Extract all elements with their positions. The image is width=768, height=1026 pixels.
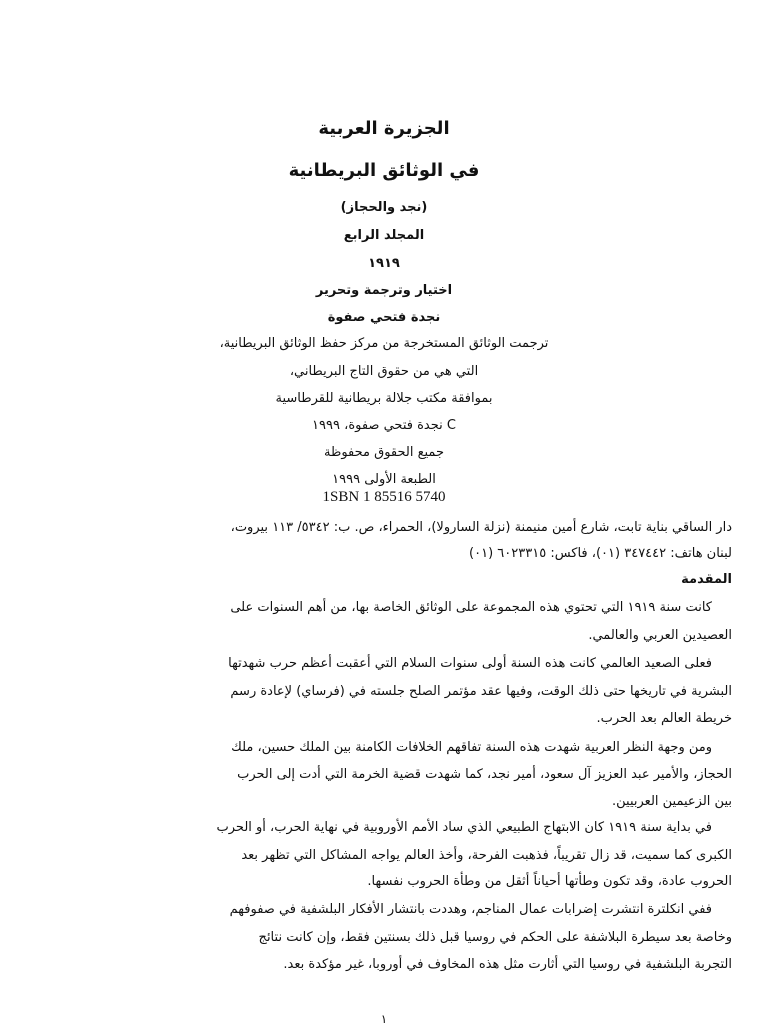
- page-number: ١: [380, 1012, 388, 1026]
- paragraph-line: خريطة العالم بعد الحرب.: [596, 711, 732, 726]
- paragraph-line: في بداية سنة ١٩١٩ كان الابتهاج الطبيعي الذي ساد الأمم الأوروبية في نهاية الحرب، أو الحرب: [216, 820, 712, 835]
- book-title: الجزيرة العربية: [318, 118, 450, 139]
- editing-role: اختيار وترجمة وتحرير: [315, 283, 453, 298]
- paragraph-line: الحجاز، والأمير عبد العزيز آل سعود، أمير نجد، كما شهدت قضية الخرمة التي أدت إلى الحرب: [237, 767, 732, 782]
- paragraph-line: ففي انكلترة انتشرت إضرابات عمال المناجم، وهددت بانتشار الأفكار البلشفية في صفوفهم: [229, 902, 712, 917]
- isbn-line: 1SBN 1 85516 5740: [322, 489, 446, 505]
- credit-line: بموافقة مكتب جلالة بريطانية للقرطاسية: [275, 391, 493, 406]
- volume-label: المجلد الرابع: [343, 228, 425, 243]
- paragraph-line: التجربة البلشفية في روسيا التي أثارت مثل هذه المخاوف في أوروبا، غير مؤكدة بعد.: [283, 957, 732, 972]
- credit-line: التي هي من حقوق التاج البريطاني،: [289, 364, 479, 379]
- paragraph-line: بين الزعيمين العربيين.: [612, 794, 732, 809]
- editor-name: نجدة فتحي صفوة: [327, 310, 441, 325]
- paragraph-line: الحروب عادة، وقد تكون وطأتها أحياناً أثقل من وطأة الحروب نفسها.: [367, 874, 732, 889]
- paragraph-line: الكبرى كما سميت، قد زال تقريباً، فذهبت الفرحة، وأخذ العالم يواجه المشاكل التي تظهر بعد: [241, 848, 732, 863]
- copyright-line: C نجدة فتحي صفوة، ١٩٩٩: [312, 418, 456, 433]
- credit-line: ترجمت الوثائق المستخرجة من مركز حفظ الوثائق البريطانية،: [219, 336, 549, 351]
- publisher-line: لبنان هاتف: ٣٤٧٤٤٢ (٠١)، فاكس: ٦٠٢٣٣١٥ (٠١): [469, 546, 732, 561]
- publisher-line: دار الساقي بناية تابت، شارع أمين منيمنة (نزلة السارولا)، الحمراء، ص. ب: ٥٣٤٢/ ١١٣ بيروت،: [230, 520, 732, 535]
- paragraph-line: ومن وجهة النظر العربية شهدت هذه السنة تفاقهم الخلافات الكامنة بين الملك حسين، ملك: [231, 740, 712, 755]
- paragraph-line: فعلى الصعيد العالمي كانت هذه السنة أولى سنوات السلام التي أعقبت أعظم حرب شهدتها: [228, 656, 712, 671]
- region-label: (نجد والحجاز): [340, 200, 428, 215]
- paragraph-line: البشرية في تاريخها حتى ذلك الوقت، وفيها عقد مؤتمر الصلح جلسته في (فرساي) لإعادة رسم: [230, 684, 732, 699]
- edition-line: الطبعة الأولى ١٩٩٩: [332, 472, 436, 487]
- intro-heading: المقدمة: [681, 572, 732, 587]
- year-label: ١٩١٩: [368, 256, 400, 271]
- rights-line: جميع الحقوق محفوظة: [324, 445, 444, 460]
- paragraph-line: العصيدين العربي والعالمي.: [588, 628, 732, 643]
- paragraph-line: وخاصة بعد سيطرة البلاشفة على الحكم في روسيا قبل ذلك بسنتين فقط، وإن كانت نتائج: [258, 930, 732, 945]
- book-subtitle: في الوثائق البريطانية: [288, 160, 480, 181]
- paragraph-line: كانت سنة ١٩١٩ التي تحتوي هذه المجموعة على الوثائق الخاصة بها، من أهم السنوات على: [230, 600, 712, 615]
